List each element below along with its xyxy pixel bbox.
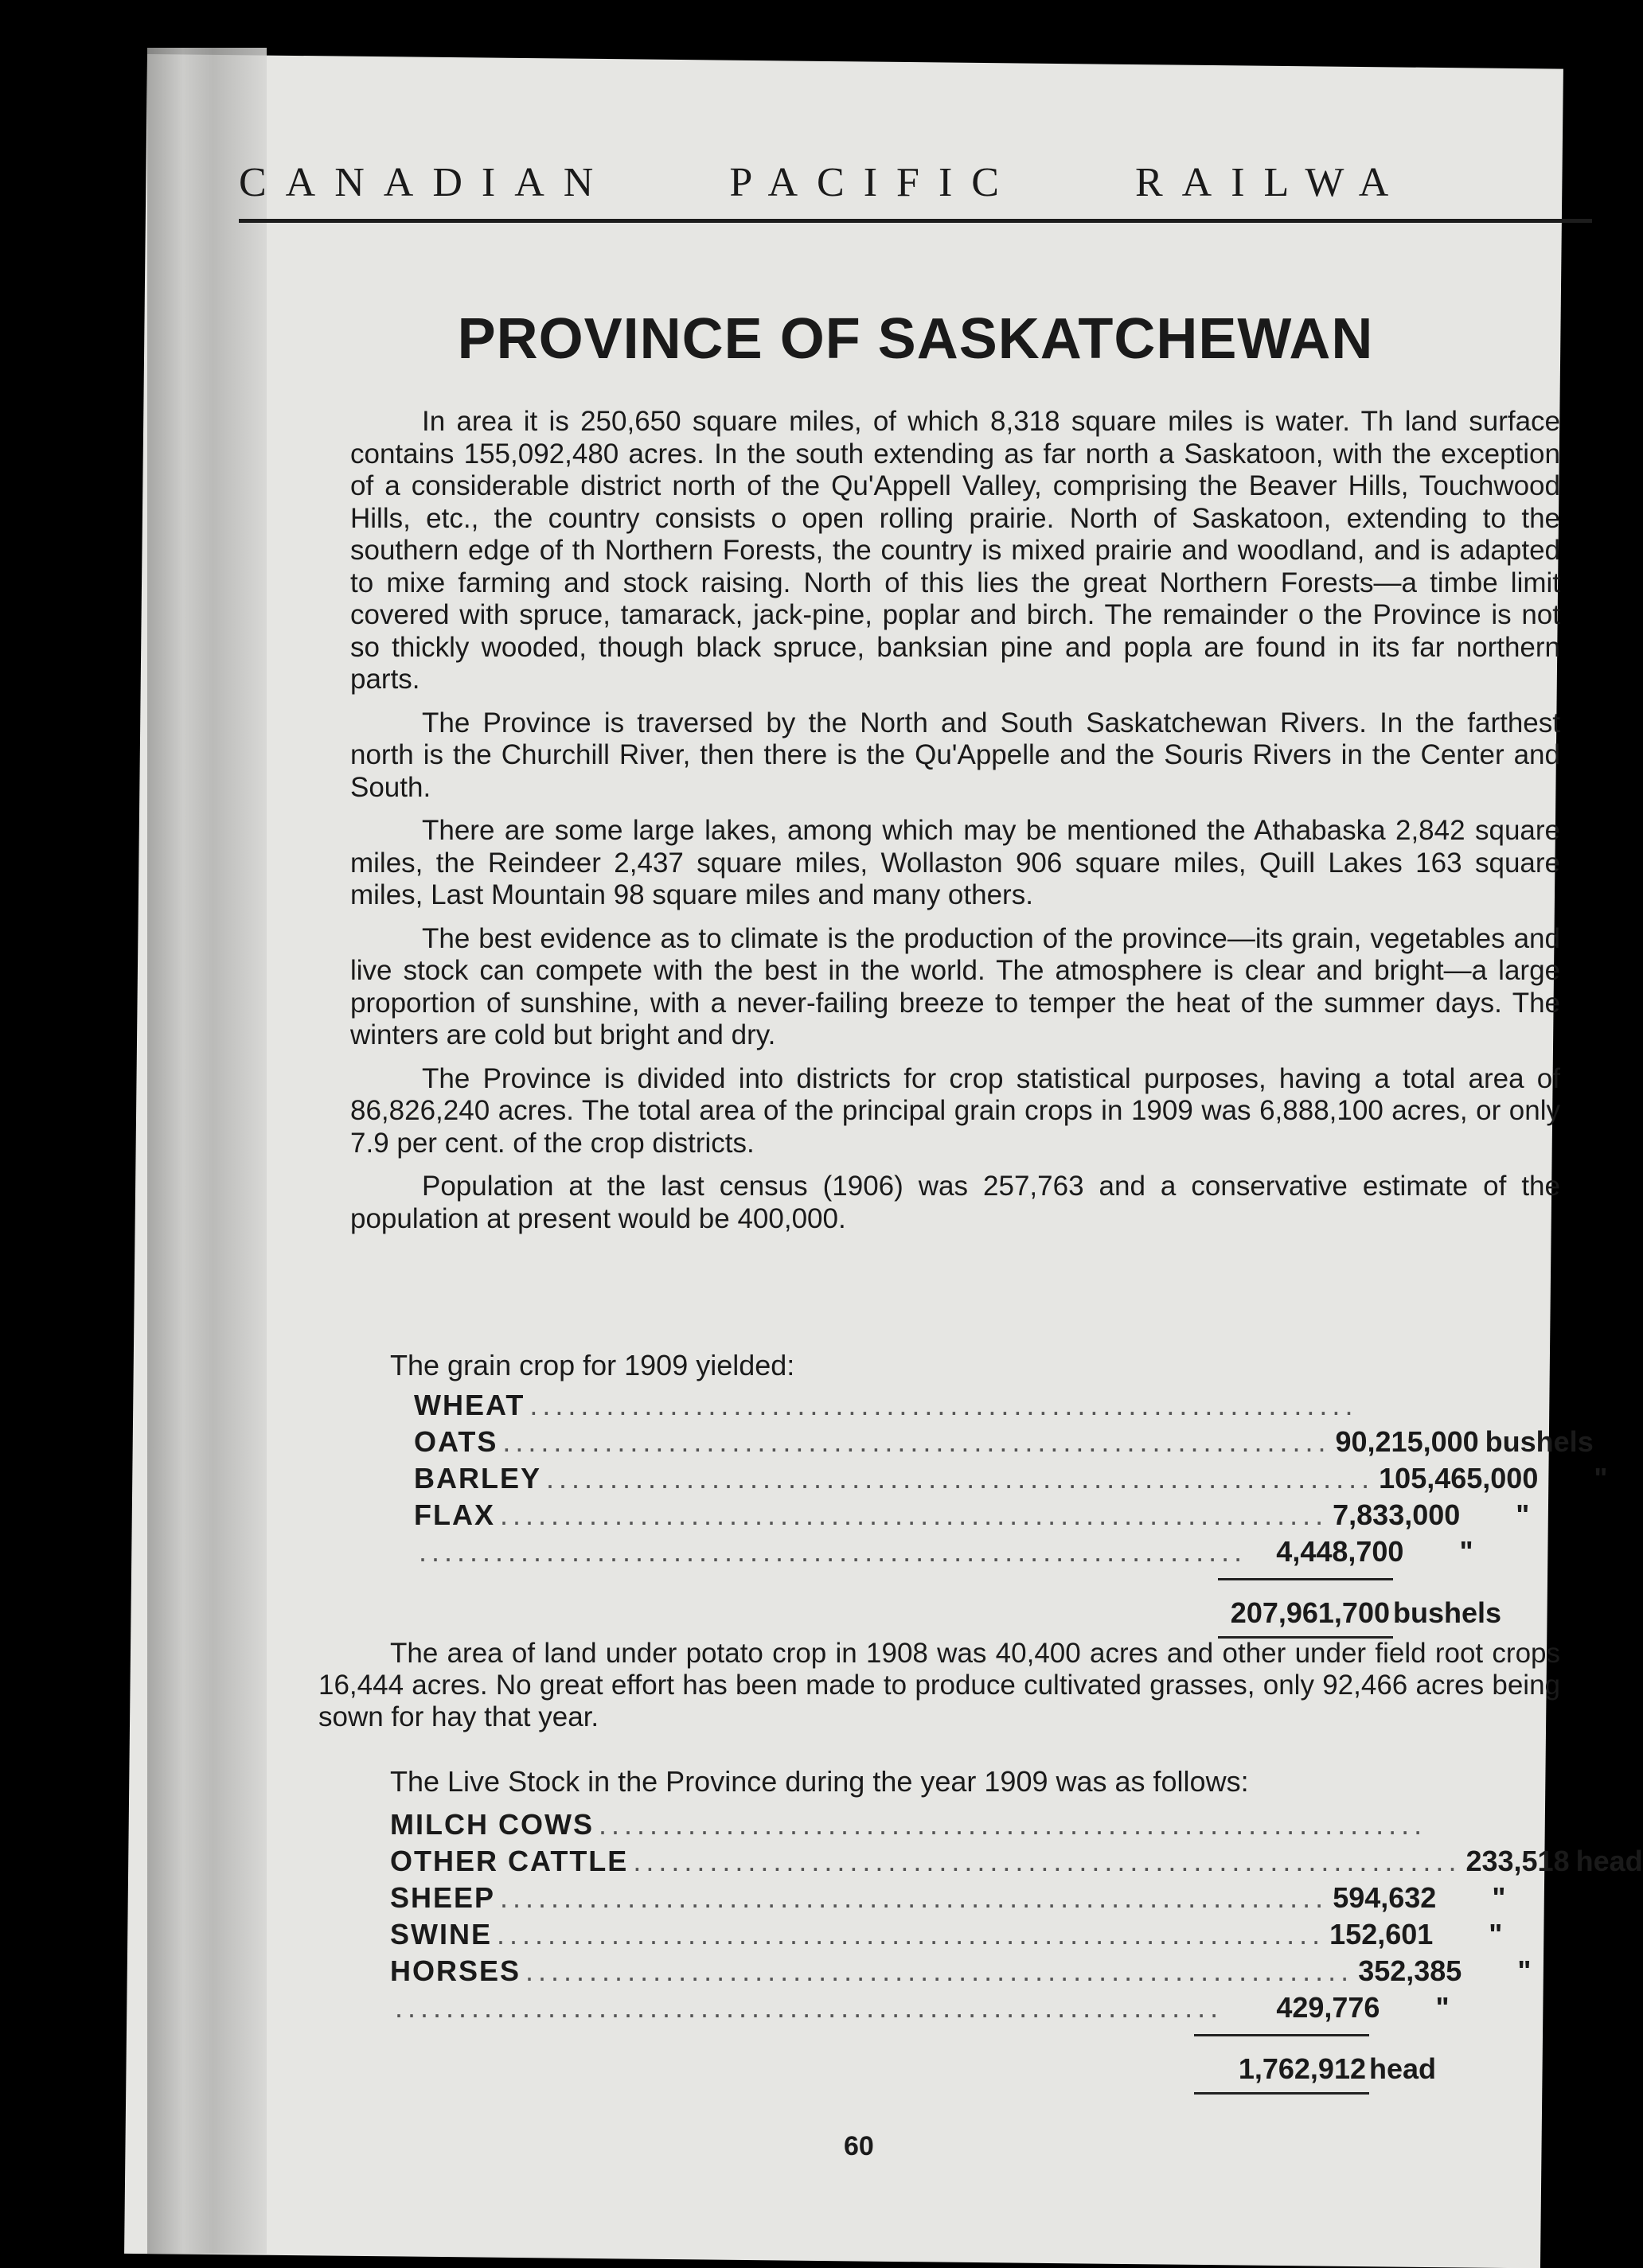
- potato-text: [318, 1638, 1560, 1733]
- table-row: [390, 1991, 1489, 2028]
- leader-dots: .................................................................: [546, 1462, 1375, 1494]
- page-number: 60: [844, 2131, 874, 2161]
- running-header-word: PACIFIC: [729, 160, 1018, 205]
- total-rule: [1218, 1578, 1393, 1580]
- paragraph-rivers: The Province is traversed by the North and South Saskatchewan Rivers. In the farthest north is the Churchill River, then there is the Qu'Appelle and the Souris Rivers in the Center and South.: [350, 707, 1560, 803]
- leader-dots: .................................................................: [598, 1808, 1427, 1841]
- paragraph-area: In area it is 250,650 square miles, of which 8,318 square miles is water. Th land surface contains 155,092,480 acres. In the south extending as far north a Saskatoon, with the exception of a considerable district north of the Qu'Appell Valley, comprising the Beaver Hills, Touchwood Hills, etc., the country consists o open rolling prairie. North of Saskatoon, extending to the southern edge of th Northern Forests, the country is mixed prairie and woodland, and is adapted to mixe farming and stock raising. North of this lies the great Northern Forests—a timbe limit covered with spruce, tamarack, jack-pine, poplar and birch. The remainder o the Province is not so thickly wooded, though black spruce, banksian pine and popla are found in its far northern parts.: [350, 406, 1560, 695]
- total-rule: [1194, 2034, 1369, 2036]
- paragraph-lakes: There are some large lakes, among which may be mentioned the Athabaska 2,842 square miles, the Reindeer 2,437 square miles, Wollaston 906 square miles, Quill Lakes 163 square miles, Last Mountain 98 square miles and many others.: [350, 815, 1560, 910]
- row-value: 90,215,000: [1335, 1425, 1479, 1458]
- table-row: [390, 1954, 1532, 1991]
- total-row: [390, 2052, 1489, 2086]
- row-label: OTHER CATTLE: [390, 1845, 629, 1877]
- row-value: 152,601: [1329, 1918, 1434, 1950]
- row-unit: ": [1459, 1535, 1473, 1568]
- leader-dots: .................................................................: [500, 1498, 1329, 1531]
- row-value: 594,632: [1333, 1881, 1437, 1914]
- table-row: [390, 1845, 1643, 1881]
- leader-dots: .................................................................: [633, 1845, 1462, 1877]
- leader-dots: .................................................................: [497, 1918, 1325, 1950]
- body-text: [350, 406, 1560, 1246]
- table-row: [414, 1535, 1512, 1572]
- row-value: 7,833,000: [1333, 1498, 1461, 1531]
- row-unit: bushels: [1485, 1425, 1594, 1458]
- page-title: PROVINCE OF SASKATCHEWAN: [457, 307, 1374, 371]
- leader-dots: .................................................................: [525, 1954, 1354, 1987]
- row-unit: ": [1492, 1881, 1506, 1914]
- livestock-table: [390, 1765, 1643, 2095]
- row-unit: ": [1435, 1991, 1450, 2024]
- running-header-word: CANADIAN: [239, 160, 613, 205]
- grain-crop-intro: The grain crop for 1909 yielded:: [390, 1349, 795, 1381]
- row-unit: ": [1489, 1918, 1503, 1950]
- table-row: [414, 1462, 1608, 1498]
- grain-crop-table: [390, 1349, 1608, 1639]
- table-row: [390, 1808, 1489, 1845]
- running-header: [239, 159, 1592, 206]
- table-row: [414, 1498, 1530, 1535]
- row-value: 429,776: [1276, 1991, 1380, 2024]
- row-value: 105,465,000: [1379, 1462, 1539, 1494]
- row-label: OATS: [414, 1425, 498, 1458]
- paragraph-population: Population at the last census (1906) was 257,763 and a conservative estimate of the population at present would be 400,000.: [350, 1171, 1560, 1234]
- total-value: 207,961,700: [1230, 1596, 1390, 1629]
- leader-dots: .................................................................: [419, 1535, 1247, 1568]
- paragraph-potato: The area of land under potato crop in 1908 was 40,400 acres and other under field root crops 16,444 acres. No great effort has been made to produce cultivated grasses, only 92,466 acres being sown for hay that year.: [318, 1638, 1560, 1732]
- row-label: SWINE: [390, 1918, 493, 1950]
- row-label: HORSES: [390, 1954, 521, 1987]
- row-unit: head: [1575, 1845, 1643, 1877]
- leader-dots: .................................................................: [500, 1881, 1329, 1914]
- total-unit: head: [1369, 2052, 1437, 2085]
- total-rule: [1194, 2092, 1369, 2095]
- total-row: [414, 1596, 1512, 1630]
- running-header-word: RAILWA: [1134, 160, 1408, 205]
- livestock-intro: The Live Stock in the Province during the year 1909 was as follows:: [390, 1765, 1249, 1798]
- row-unit: ": [1516, 1498, 1530, 1531]
- row-label: WHEAT: [414, 1389, 525, 1421]
- page-edge-shadow: [147, 48, 267, 2254]
- paragraph-climate: The best evidence as to climate is the production of the province—its grain, vegetables and live stock can compete with the best in the world. The atmosphere is clear and bright—a large proportion of sunshine, with a never-failing breeze to temper the heat of the summer days. The winters are cold but bright and dry.: [350, 922, 1560, 1050]
- table-row: [390, 1918, 1503, 1954]
- table-row: [414, 1425, 1594, 1462]
- leader-dots: .................................................................: [529, 1389, 1358, 1421]
- row-label: BARLEY: [414, 1462, 542, 1494]
- total-value: 1,762,912: [1238, 2052, 1366, 2085]
- row-unit: ": [1517, 1954, 1532, 1987]
- row-value: 352,385: [1358, 1954, 1462, 1987]
- total-unit: bushels: [1393, 1596, 1502, 1629]
- table-row: [390, 1881, 1506, 1918]
- header-rule: [239, 219, 1592, 223]
- leader-dots: .................................................................: [395, 1991, 1223, 2024]
- row-unit: ": [1594, 1462, 1608, 1494]
- table-row: [414, 1389, 1512, 1425]
- leader-dots: .................................................................: [502, 1425, 1331, 1458]
- paragraph-districts: The Province is divided into districts for crop statistical purposes, having a total area of 86,826,240 acres. The total area of the principal grain crops in 1909 was 6,888,100 acres, or only 7.9 per cent. of the crop districts.: [350, 1062, 1560, 1159]
- row-label: SHEEP: [390, 1881, 496, 1914]
- row-label: MILCH COWS: [390, 1808, 594, 1841]
- row-value: 4,448,700: [1276, 1535, 1404, 1568]
- row-label: FLAX: [414, 1498, 495, 1531]
- row-value: 233,518: [1465, 1845, 1570, 1877]
